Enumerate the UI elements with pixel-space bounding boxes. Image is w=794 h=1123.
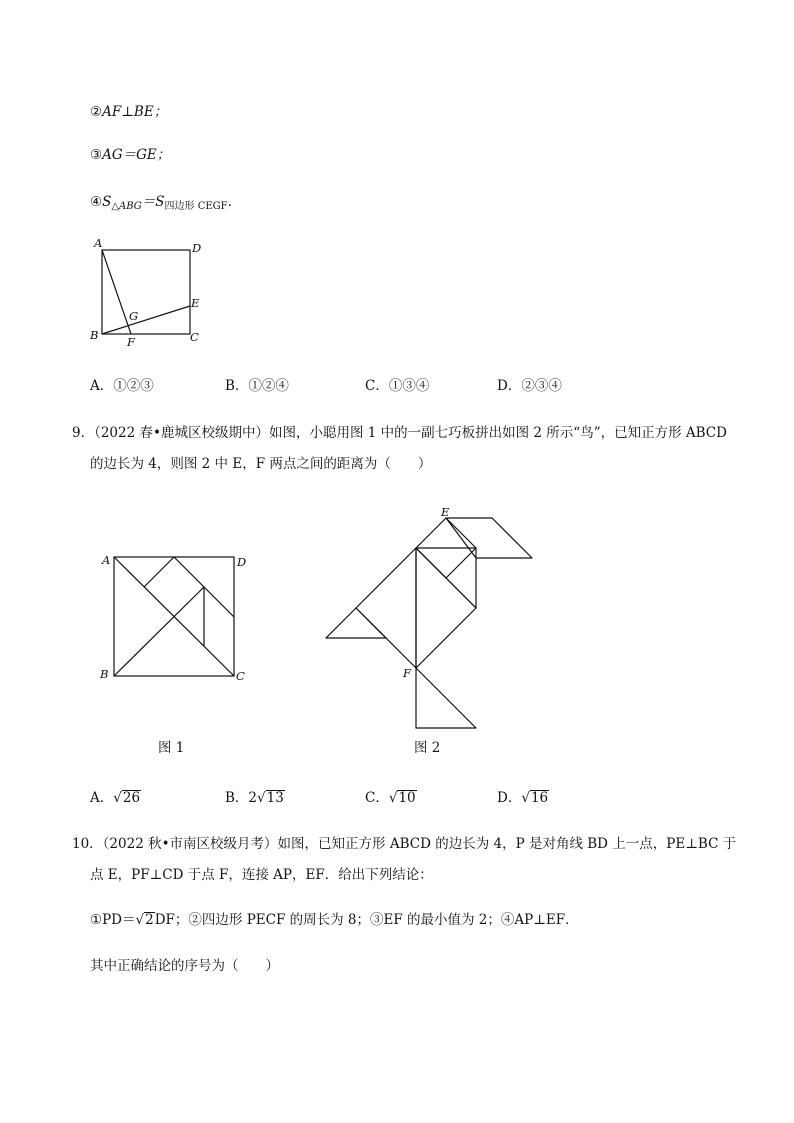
item-number: ③	[90, 147, 103, 163]
label-b: B	[100, 667, 109, 681]
option-coefficient: 2	[248, 790, 258, 806]
q10-question-line: 其中正确结论的序号为（ ）	[90, 958, 279, 974]
option-text: ①③④	[388, 378, 430, 394]
radicand: 2	[145, 912, 154, 928]
label-d: D	[237, 555, 247, 569]
option-letter: B．	[225, 378, 249, 394]
tangram-large-triangle-1	[416, 548, 476, 668]
area-subscript-2: 四边形 CEGF	[164, 201, 228, 212]
option-letter: A．	[90, 790, 114, 806]
q9-stem-line-2: 的边长为 4，则图 2 中 E，F 两点之间的距离为（ ）	[90, 456, 432, 472]
q9-option-d[interactable]	[497, 789, 549, 807]
q9-option-c[interactable]	[365, 789, 417, 807]
label-e: E	[441, 505, 450, 519]
conclusion-1-start: ①PD＝	[90, 912, 136, 928]
radicand: 10	[398, 790, 416, 806]
radicand: 26	[122, 790, 141, 806]
equals-area: ＝S	[141, 194, 165, 210]
option-text: ①②④	[248, 378, 289, 394]
label-b: B	[90, 328, 99, 342]
q9-stem-line-1: 9．（2022 春•鹿城区校级期中）如图，小聪用图 1 中的一副七巧板拼出如图 2 所示“鸟”，已知正方形 ABCD	[72, 425, 727, 441]
label-d: D	[192, 241, 202, 255]
item-text: AG＝GE；	[102, 147, 171, 163]
label-c: C	[236, 669, 245, 683]
radicand: 16	[530, 790, 549, 806]
q9-option-b[interactable]	[225, 789, 285, 807]
sqrt-symbol: √	[135, 912, 145, 928]
option-letter: C．	[365, 790, 389, 806]
sqrt-symbol: √	[388, 790, 398, 806]
item-text: AF⊥BE；	[102, 104, 168, 120]
label-f: F	[403, 666, 411, 680]
label-c: C	[190, 330, 199, 344]
item-number: ④	[90, 194, 103, 210]
option-letter: B．	[225, 790, 249, 806]
tangram-large-triangle-2	[356, 548, 416, 668]
area-subscript-1: △ABG	[111, 201, 142, 212]
option-letter: D．	[497, 378, 522, 394]
label-f: F	[127, 335, 135, 349]
figure-1-caption: 图 1	[158, 740, 185, 756]
period: .	[227, 194, 232, 210]
tangram-medium-triangle	[416, 668, 476, 728]
q10-stem-line-1: 10．（2022 秋•市南区校级月考）如图，已知正方形 ABCD 的边长为 4，P 是对角线 BD 上一点，PE⊥BC 于	[72, 836, 737, 852]
q10-stem-line-2: 点 E，PF⊥CD 于点 F，连接 AP，EF．给出下列结论：	[90, 867, 433, 883]
option-letter: A．	[90, 378, 114, 394]
sqrt-symbol: √	[521, 790, 530, 806]
item-number: ②	[90, 104, 103, 120]
label-g: G	[129, 309, 139, 323]
tangram-parallelogram-piece	[446, 518, 532, 558]
figure-2-caption: 图 2	[414, 740, 441, 756]
tangram-small-triangle-2	[326, 608, 386, 638]
option-letter: C．	[365, 378, 389, 394]
conclusion-rest: DF；②四边形 PECF 的周长为 8；③EF 的最小值为 2；④AP⊥EF．	[154, 912, 579, 928]
option-letter: D．	[497, 790, 522, 806]
sqrt-symbol: √	[257, 790, 266, 806]
q10-conclusions	[90, 911, 579, 929]
option-text: ①②③	[113, 378, 154, 394]
q9-option-a[interactable]	[90, 789, 141, 807]
sqrt-symbol: √	[113, 790, 122, 806]
radicand: 13	[266, 790, 284, 806]
label-a: A	[102, 553, 111, 567]
label-e: E	[191, 296, 200, 310]
area-symbol: S	[102, 194, 112, 210]
label-a: A	[94, 236, 103, 250]
option-text: ②③④	[521, 378, 562, 394]
